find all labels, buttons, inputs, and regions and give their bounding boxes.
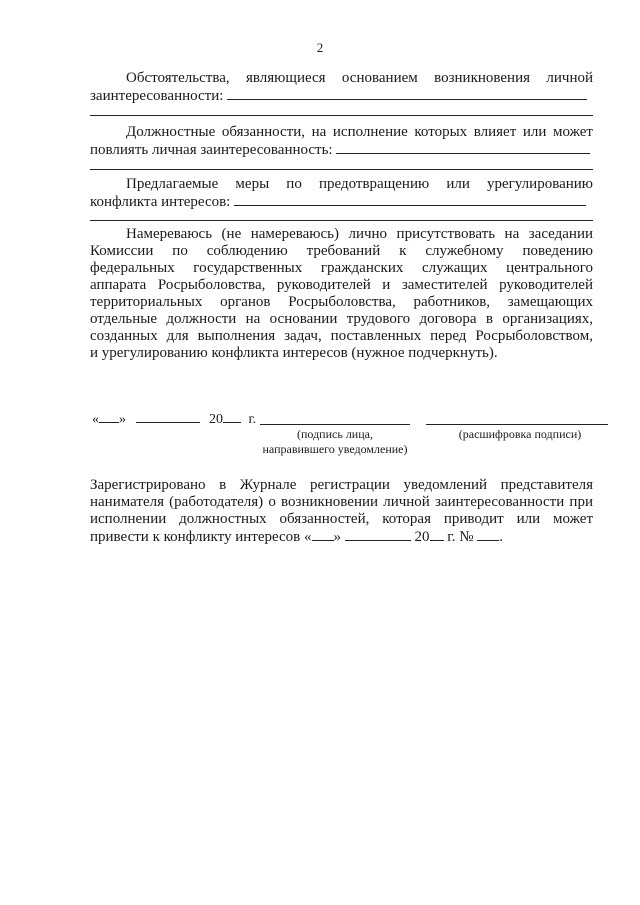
intent-line: территориальных органов Росрыболовства, работников, замещающих	[90, 294, 593, 310]
intent-line: и урегулированию конфликта интересов (нужное подчеркнуть).	[90, 345, 498, 361]
registration-number-blank[interactable]	[477, 528, 499, 541]
signature-line[interactable]	[260, 424, 410, 425]
measures-paragraph	[90, 176, 593, 211]
intent-line: созданных для выполнения задач, поставленных перед Росрыболовством,	[90, 328, 593, 344]
duties-line-1: Должностные обязанности, на исполнение которых влияет или может	[126, 124, 593, 140]
intent-paragraph	[90, 226, 593, 362]
measures-blank[interactable]	[234, 193, 586, 206]
date-month-blank[interactable]	[136, 410, 200, 423]
registration-line: Зарегистрировано в Журнале регистрации уведомлений представителя	[90, 477, 593, 493]
measures-line-1: Предлагаемые меры по предотвращению или урегулированию	[126, 176, 593, 192]
signature-date-row: « » 20 г.	[92, 412, 257, 427]
circumstances-line-1: Обстоятельства, являющиеся основанием возникновения личной	[126, 70, 593, 86]
registration-month-blank[interactable]	[345, 528, 411, 541]
date-year-blank[interactable]	[223, 410, 241, 423]
registration-line-last: привести к конфликту интересов « » 20 г. № .	[90, 529, 504, 545]
duties-label: повлиять личная заинтересованность:	[90, 142, 333, 158]
circumstances-label: заинтересованности:	[90, 88, 224, 104]
intent-line: отдельные должности на основании трудового договора в организациях,	[90, 311, 593, 327]
circumstances-blank[interactable]	[227, 87, 587, 100]
registration-line: исполнении должностных обязанностей, которая приводит или может	[90, 511, 593, 527]
intent-line: аппарата Росрыболовства, руководителей и заместителей руководителей	[90, 277, 593, 293]
intent-line: федеральных государственных гражданских служащих центрального	[90, 260, 593, 276]
registration-paragraph	[90, 477, 593, 546]
date-day-blank[interactable]	[99, 410, 119, 423]
intent-line: Комиссии по соблюдению требований к служебному поведению	[90, 243, 593, 259]
signature-caption: (подпись лица, направившего уведомление)	[262, 427, 408, 456]
intent-line: Намереваюсь (не намереваюсь) лично присутствовать на заседании	[126, 226, 593, 242]
page-number: 2	[316, 40, 324, 55]
measures-label: конфликта интересов:	[90, 194, 231, 210]
registration-day-blank[interactable]	[312, 528, 334, 541]
duties-blank[interactable]	[336, 141, 590, 154]
registration-line: нанимателя (работодателя) о возникновении личной заинтересованности при	[90, 494, 593, 510]
registration-year-blank[interactable]	[430, 528, 444, 541]
duties-paragraph	[90, 124, 593, 159]
circumstances-extra-line[interactable]	[90, 115, 593, 116]
circumstances-paragraph	[90, 70, 593, 105]
measures-extra-line[interactable]	[90, 220, 593, 221]
decoding-line[interactable]	[426, 424, 608, 425]
duties-extra-line[interactable]	[90, 169, 593, 170]
decoding-caption: (расшифровка подписи)	[458, 427, 582, 441]
